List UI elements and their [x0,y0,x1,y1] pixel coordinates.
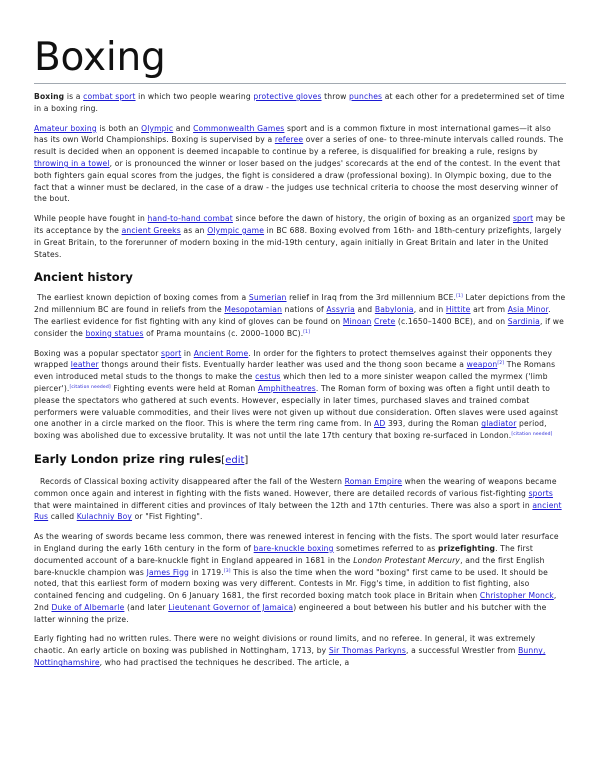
edit-section [221,455,248,466]
text: over a series of one- to three-minute intervals called rounds. The result is decided when an opponent is deemed incapable to continue by a referee, is disqualified for breaking a rule, resigns by [34,135,564,157]
text: ) engineered a bout between his butler and his butcher with the latter winning the prize. [34,602,547,624]
intro-paragraph-1 [34,91,566,115]
link-sardinia[interactable]: Sardinia [507,316,540,326]
text: 393, during the Roman [385,419,482,429]
text: or "Fist Fighting". [132,512,203,522]
link-duke-of-albemarle[interactable]: Duke of Albemarle [51,602,125,612]
link-bunny-nottinghamshire[interactable]: Bunny, Nottinghamshire [34,646,546,668]
text: and [354,305,375,315]
text: Records of Classical boxing activity disappeared after the fall of the Western [40,476,345,486]
link-roman-empire[interactable]: Roman Empire [344,476,403,486]
text: when the wearing of weapons became common once again and interest in fighting with the fists waned. However, there are detailed records of various fist-fighting [34,476,557,498]
text: as an [180,225,208,235]
citation-link[interactable]: [3] [223,568,231,574]
title-divider [34,83,566,84]
text: Later depictions from the 2nd millennium BC are found in reliefs from the [34,293,566,315]
link-crete[interactable]: Crete [374,316,396,326]
text: . The first documented account of a bare-knuckle fight in England appeared in 1681 in the [34,543,534,565]
text: may be its acceptance by the [34,214,566,235]
text: throw [321,92,350,101]
italic-title: London Protestant Mercury [353,555,461,565]
text: in 1719. [189,567,224,577]
london-paragraph-3 [34,633,566,668]
link-boxing-statues[interactable]: boxing statues [85,328,144,338]
link-referee[interactable]: referee [274,135,304,145]
text: art from [470,305,508,315]
text: (c.1650–1400 BCE), and on [395,316,508,326]
link-babylonia[interactable]: Babylonia [374,305,414,315]
link-bare-knuckle-boxing[interactable]: bare-knuckle boxing [253,543,334,553]
text: period, boxing was abolished due to excessive brutality. It was not until the late 17th century that boxing re-surfaced in London. [34,419,547,441]
intro-paragraph-2 [34,123,566,206]
text: at each other for a predetermined set of time in a boxing ring. [34,92,565,113]
citation-link[interactable]: [2] [497,361,505,367]
lead-term: Boxing [34,92,65,101]
text: , and the first English bare-knuckle champion was [34,555,545,577]
intro-paragraph-3 [34,213,566,260]
citation-needed-link[interactable]: [citation needed] [69,384,111,390]
text: of Prama mountains (c. 2000–1000 BC). [143,328,304,338]
link-christopher-monck[interactable]: Christopher Monck [479,591,554,601]
text: in [181,348,194,358]
text: , a successful Wrestler from [405,646,519,656]
heading-text: Early London prize ring rules [34,451,222,466]
text: which then led to a more sinister weapon called the myrmex ('limb piercer'). [34,372,548,393]
link-james-figg[interactable]: James Figg [146,567,190,577]
link-olympic[interactable]: Olympic [141,123,174,133]
section-heading-ancient-history: Ancient history [34,270,133,285]
bracket: [ [221,454,226,466]
link-throwing-in-a-towel[interactable]: throwing in a towel [34,158,110,168]
link-sumerian[interactable]: Sumerian [248,293,287,303]
link-weapon[interactable]: weapon [466,360,498,370]
text: , who had practised the techniques he described. The article, a [99,658,350,668]
link-olympic-game[interactable]: Olympic game [207,225,265,235]
link-assyria[interactable]: Assyria [326,305,355,315]
link-ancient-rome[interactable]: Ancient Rome [193,348,249,358]
text: Boxing was a popular spectator [34,348,162,358]
text: that were maintained in different cities and provinces of Italy between the 12th and 17th centuries. There was also a sport in [34,500,533,510]
link-ancient-greeks[interactable]: ancient Greeks [121,225,181,235]
text: in BC 688. Boxing evolved from 16th- and 18th-century prizefights, largely in Great Britain, to the forerunner of modern boxing in the mid-19th century, again initially in Great Britain and later in the United States. [34,225,562,259]
text: , or is pronounced the winner or loser based on the judges' scorecards at the end of the contest. In the event that both fighters gain equal scores from the judges, the fight is considered a draw (professional boxing). In Olympic boxing, due to the fact that a winner must be declared, in the case of a draw - the judges use technical criteria to choose the most deserving winner of the bout. [34,158,561,204]
link-sir-thomas-parkyns[interactable]: Sir Thomas Parkyns [328,646,406,656]
london-paragraph-2 [34,531,566,625]
link-amphitheatres[interactable]: Amphitheatres [257,383,316,393]
link-leather[interactable]: leather [70,360,99,370]
link-protective-gloves[interactable]: protective gloves [253,92,322,101]
text: sometimes referred to as [333,543,439,553]
text: and [173,123,194,133]
link-combat-sport[interactable]: combat sport [83,92,136,101]
link-ad[interactable]: AD [374,419,386,429]
link-sport[interactable]: sport [512,214,534,224]
link-amateur-boxing[interactable]: Amateur boxing [34,123,97,133]
link-gladiator[interactable]: gladiator [481,419,517,429]
link-sport[interactable]: sport [161,348,182,358]
citation-link[interactable]: [1] [456,294,463,300]
link-mesopotamian[interactable]: Mesopotamian [224,305,283,315]
text: , if we consider the [34,316,564,338]
link-kulachniy-boy[interactable]: Kulachniy Boy [76,512,133,522]
link-lieutenant-governor-of-jamaica[interactable]: Lieutenant Governor of Jamaica [168,602,294,612]
bold-term: prizefighting [438,543,496,553]
text: . The Roman form of boxing was often a fight until death to please the spectators who gathered at such events. However, especially in later times, purchased slaves and trained combat performers were valuable commodities, and their lives were not given up without due consideration. Often slaves were used against one another in a circle marked on the floor. This is where the term ring came from. In [34,383,559,429]
link-cestus[interactable]: cestus [255,372,281,382]
text: is a [64,92,84,101]
text: Fighting events were held at Roman [110,383,258,393]
link-punches[interactable]: punches [349,92,383,101]
text: As the wearing of swords became less common, there was renewed interest in fencing with the fists. The sport would later resurface in England during the early 16th century in the form of [34,532,559,553]
text: , and in [413,305,446,315]
text: is both an [96,123,142,133]
link-ancient-rus[interactable]: ancient Rus [34,500,562,522]
text: . In order for the fighters to protect themselves against their opponents they wrapped [34,348,553,370]
text: thongs around their fists. Eventually harder leather was used and the thong soon became a [98,360,467,370]
text: . The earliest evidence for fist fighting with any kind of gloves can be found on [34,305,551,326]
text: nations of [282,305,327,315]
text: since before the dawn of history, the origin of boxing as an organized [232,214,513,224]
text: called [48,512,77,522]
edit-link[interactable]: edit [225,454,245,466]
text: While people have fought in [34,214,148,224]
text: Early fighting had no written rules. There were no weight divisions or round limits, and no referee. In general, it was extremely chaotic. An early article on boxing was published in Nottingham, 1713, by [34,634,536,656]
citation-link[interactable]: [1] [303,329,311,335]
ancient-paragraph-2 [34,348,566,442]
text: This is also the time when the word "boxing" first came to be used. It should be noted, that this earliest form of modern boxing was very different. Contests in Mr. Figg's time, in addition to fist fighting, also contained fencing and cudgeling. On 6 January 1681, the first recorded boxing match took place in Britain when [34,567,548,601]
link-hittite[interactable]: Hittite [445,305,471,315]
text: relief in Iraq from the 3rd millennium BCE. [286,293,457,303]
text: The Romans even introduced metal studs to the thongs to make the [34,360,556,382]
link-commonwealth-games[interactable]: Commonwealth Games [193,123,285,133]
link-asia-minor[interactable]: Asia Minor [507,305,549,315]
ancient-paragraph-1 [34,292,566,339]
text: (and later [124,602,169,612]
text: , 2nd [34,591,557,612]
link-minoan[interactable]: Minoan [342,316,372,326]
link-hand-to-hand-combat[interactable]: hand-to-hand combat [147,214,233,224]
text: sport and is a common fixture in most international games—it also has its own World Championships. Boxing is supervised by a [34,123,551,145]
bracket: ] [244,454,249,466]
section-heading-early-london-prize-ring-rules [34,452,566,468]
london-paragraph-1 [34,476,566,523]
page-title: Boxing [34,35,166,80]
link-sports[interactable]: sports [528,488,553,498]
text: The earliest known depiction of boxing comes from a [37,293,249,303]
text: in which two people wearing [135,92,254,101]
citation-needed-link[interactable]: [citation needed] [511,432,553,438]
